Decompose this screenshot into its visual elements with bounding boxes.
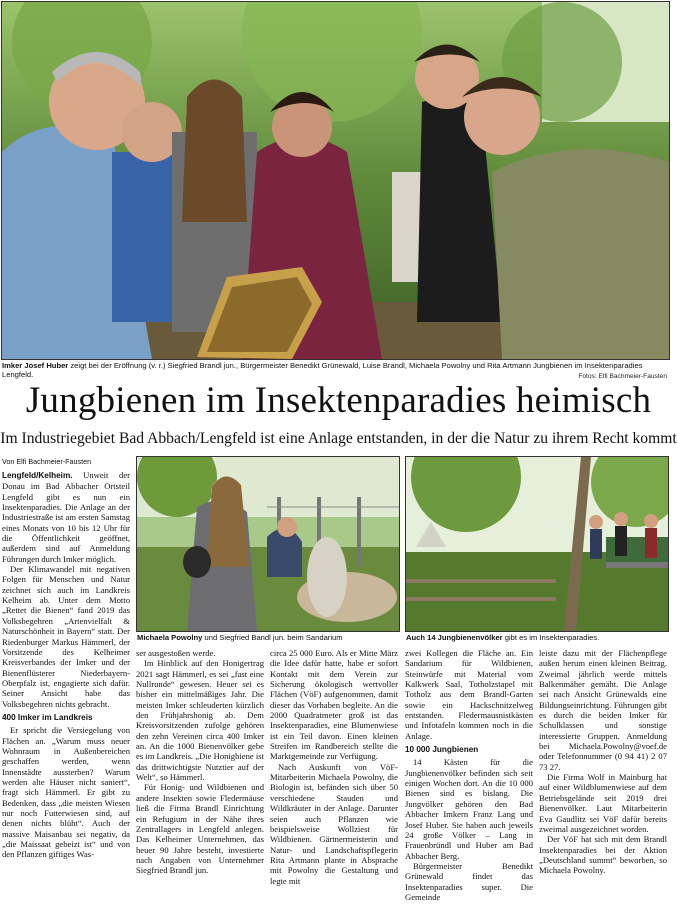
article-column-2 [136, 648, 264, 876]
photo3-caption-name: Auch 14 Jungbienenvölker [406, 633, 503, 642]
photo2-caption [137, 633, 399, 642]
photo2-caption-text: und Siegfried Bandl jun. beim Sandarium [202, 633, 343, 642]
article-column-5 [539, 648, 667, 876]
dateline: Lengfeld/Kelheim. [2, 471, 73, 480]
photo-bee-colonies [405, 456, 669, 632]
col5-p3: Der VöF hat sich mit dem Brandl Insektenparadies bei der Aktion „Deutschland summt“ beworben, so Michaela Powolny. [539, 834, 667, 876]
photo-credit: Fotos: Elfi Bachmeier-Fausten [578, 373, 667, 380]
article-column-1 [2, 470, 130, 860]
article-column-4 [405, 648, 533, 902]
col2-p1: ser ausgestoßen werde. [136, 648, 216, 658]
main-caption-name: Imker Josef Huber [2, 361, 69, 370]
subheading-10000-jungbienen: 10 000 Jungbienen [405, 745, 479, 755]
col1-p1: Unweit der Donau im Bad Abbacher Ortsteil Lengfeld gibt es nun ein Insektenparadies. Die Anlage an der Industriestraße ist am ersten Samstag eines Monats von 10 bis 12 Uhr für die Öffentlichkeit geöffnet, außerdem sind auf Anmeldung Führungen durch Imker möglich. [2, 470, 130, 564]
col2-p2: Im Hinblick auf den Honigertrag 2021 sagt Hämmerl, es sei „fast eine Nullrunde“ gewesen. Heuer sei es bisher ein mittelmäßiges Jahr. Die meisten Imker schleuderten kürzlich den Frühjahrshonig ab. Dem Kreisvorsitzenden zufolge gehören den zehn Vereinen circa 400 Imker an. An die 1000 Bienenvölker gebe es im Landkreis. „Die Honigbiene ist das drittwichtigste Nutztier auf der Welt“, so Hämmerl. [136, 658, 264, 783]
photo3-caption [406, 633, 668, 642]
col3-p2: Nach Auskunft von VöF-Mitarbeiterin Michaela Powolny, die Biologin ist, befänden sich über 50 verschiedene Stauden und Wildkräuter in der Anlage. Darunter seien auch Pflanzen wie beispielsweise Wollziest für Wildbienen. Gärtnermeisterin und Natur- und Landschaftspflegerin Rita Artmann plante in Absprache mit Powolny die Gestaltung und legte mit [270, 761, 398, 886]
col4-p2: 14 Kästen für die Jungbienenvölker befinden sich seit einigen Wochen dort. An die 10 000 Bienen sind es bislang. Die Jungvölker gehören den Bad Abbacher Imkern Franz Lang und Josef Huber. Sie haben auch jeweils 24 große Völker – Lang in Frauenbründl und Huber am Bad Abbacher Berg. [405, 757, 533, 861]
photo2-caption-name: Michaela Powolny [137, 633, 203, 642]
photo-sandarium [136, 456, 400, 632]
col3-p1: circa 25 000 Euro. Als er Mitte März die Idee dafür hatte, habe er sofort Kontakt mit dem Verein zur Sicherung ökologisch wertvoller Flächen (VöF) aufgenommen, damit dieser das Vorhaben begleite. An die 2000 Quadratmeter groß ist das Insektenparadies, eine Blumenwiese ist ein Teil davon. Einen kleinen Streifen im Randbereich stellte die Marktgemeinde zur Verfügung. [270, 648, 398, 762]
main-photo-caption [2, 361, 667, 380]
col5-p2: Die Firma Wolf in Mainburg hat auf einer Wildblumenwiese auf dem Betriebsgelände seit 2019 drei Bienenvölker. Laut Mitarbeiterin Eva Gaudlitz sei VöF dafür bereits zweimal ausgezeichnet worden. [539, 772, 667, 834]
col1-p2: Der Klimawandel mit negativen Folgen für Menschen und Natur zeichnet sich auch im Landkreis Kelheim ab. Unter dem Motto „Rettet die Bienen“ fand 2019 das Volksbegehren „Artenvielfalt & Naturschönheit in Bayern“ statt. Der Riedenburger Markus Hämmerl, der Vorsitzende des Kelheimer Kreisverbandes der Imker und der Bienenflüsterer Niederbayern-Oberpfalz ist, engagierte sich dafür. Seiner Ansicht habe das Volksbegehren nichts gebracht. [2, 564, 130, 709]
subheadline: Im Industriegebiet Bad Abbach/Lengfeld ist eine Anlage entstanden, in der die Natur zu ihrem Recht kommt [0, 430, 677, 447]
subheading-400-imker: 400 Imker im Landkreis [2, 712, 93, 722]
col5-p1: leiste dazu mit der Flächenpflege außen herum einen kleinen Beitrag. Zweimal jährlich werde mittels Balkenmäher gemäht. Die Anlage sei nach Ansicht Grünewalds eine Bildungseinrichtung. Führungen gibt es durch die beiden Imker für Schulklassen und sonstige interessierte Gruppen. Anmeldung bei Michaela.Powolny@voef.de oder Telefonnummer (0 94 41) 2 07 73 27. [539, 648, 667, 772]
col1-p3: Er spricht die Versiegelung von Flächen an. „Warum muss neuer Wohnraum in Außenbereichen geschaffen werden, wenn Innenstädte aussterben? Warum werden alte Häuser nicht saniert“, fragt sich Hämmerl. Er gibt zu Bedenken, dass „die meisten Wiesen nur noch Futterwiesen sind, auf denen nichts blüht“. Auch der massive Maisanbau sei negativ, da „die Maissaat gebeizt ist“ und von den Pflanzen giftiges Was- [2, 725, 130, 860]
article-column-3 [270, 648, 398, 886]
headline: Jungbienen im Insektenparadies heimisch [25, 380, 652, 421]
main-caption-text: zeigt bei der Eröffnung (v. r.) Siegfried Brandl jun., Bürgermeister Benedikt Grünewald, Luise Brandl, Michaela Powolny und Rita Artmann Jungbienen im Insektenparadies Lengfeld. [2, 361, 643, 380]
photo3-caption-text: gibt es im Insektenparadies. [502, 633, 600, 642]
main-photo [1, 1, 670, 360]
byline: Von Elfi Bachmeier-Fausten [2, 457, 92, 466]
col2-p3: Für Honig- und Wildbienen und andere Insekten sowie Fledermäuse ließ die Firma Brandl Einrichtung ein Refugium in der Nähe ihres Zentrallagers in Lengfeld anlegen. Das Kelheimer Unternehmen, das heuer 90 Jahre besteht, investierte nach Angaben von Unternehmer Siegfried Brandl jun. [136, 782, 264, 876]
col4-p3: Bürgermeister Benedikt Grünewald findet das Insektenparadies super. Die Gemeinde [405, 860, 533, 902]
col4-p1: zwei Kollegen die Fläche an. Ein Sandarium für Wildbienen, Steinwürfe mit Material vom Kalkwerk Saal, Totholzstapel mit Totholz aus dem Brandl-Garten sowie ein Hackschnitzelweg entstanden. Fledermausnistkästen und Infotafeln kommen noch in die Anlage. [405, 648, 533, 741]
